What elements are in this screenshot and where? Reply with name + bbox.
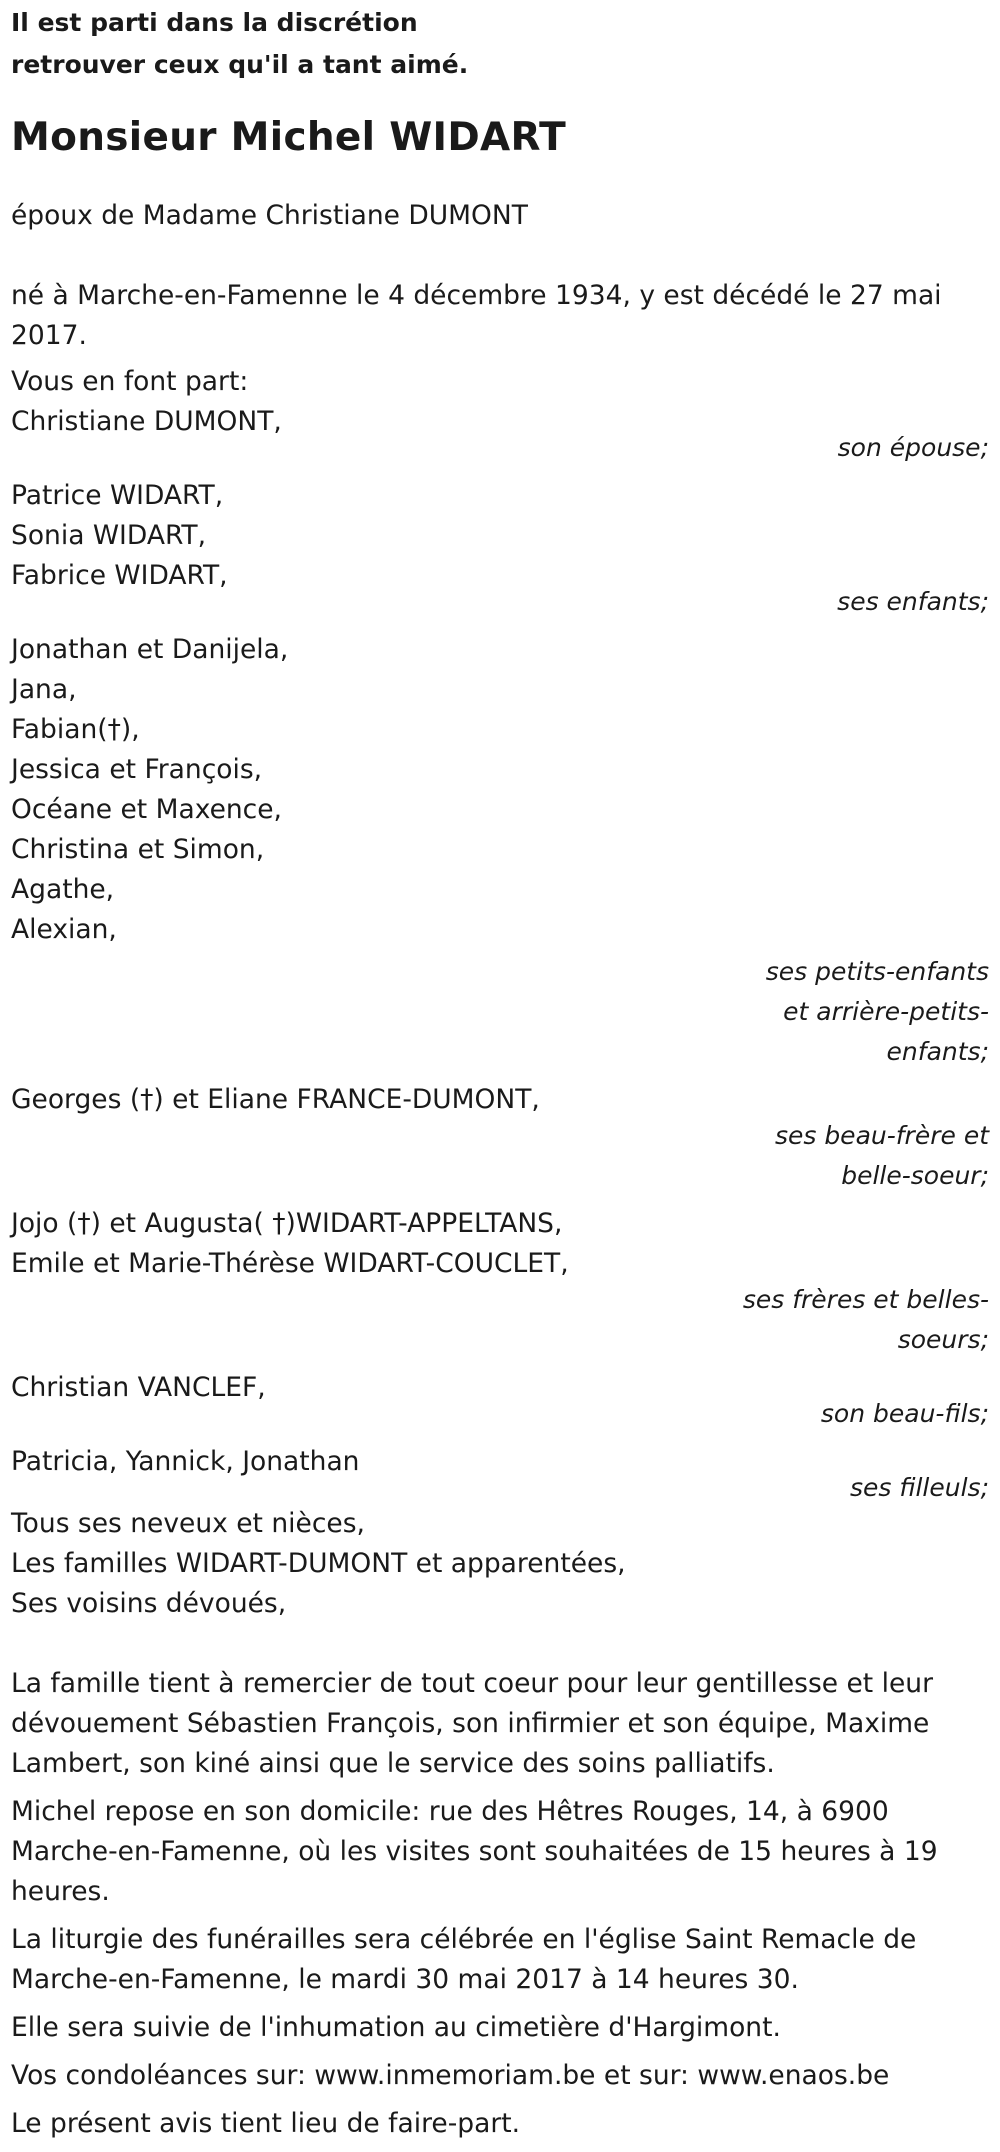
- notice-body: [11, 1664, 989, 2144]
- family-group-siblings: [11, 1204, 989, 1360]
- epigraph-line-2: retrouver ceux qu'il a tant aimé.: [11, 50, 469, 79]
- family-group-in-laws: [11, 1080, 989, 1196]
- other-mourner: Ses voisins dévoués,: [11, 1588, 287, 1619]
- family-name: Jessica et François,: [11, 754, 263, 785]
- family-group-godchildren: [11, 1442, 989, 1508]
- family-group-children: [11, 476, 989, 622]
- family-name: Christina et Simon,: [11, 834, 265, 865]
- family-name: Patricia, Yannick, Jonathan: [11, 1446, 360, 1477]
- family-name: Christian VANCLEF,: [11, 1372, 266, 1403]
- family-name: Océane et Maxence,: [11, 794, 282, 825]
- family-group-son-in-law: [11, 1368, 989, 1434]
- thanks-paragraph: La famille tient à remercier de tout coeur pour leur gentillesse et leur dévouement Sébastien François, son infirmier et son équipe, Maxime Lambert, son kiné ainsi que le service des soins palliatifs.: [11, 1668, 933, 1779]
- family-name: Emile et Marie-Thérèse WIDART-COUCLET,: [11, 1248, 569, 1279]
- deceased-name: Monsieur Michel WIDART: [11, 115, 566, 160]
- family-name: Christiane DUMONT,: [11, 406, 282, 437]
- funeral-paragraph: La liturgie des funérailles sera célébrée en l'église Saint Remacle de Marche-en-Famenne, le mardi 30 mai 2017 à 14 heures 30.: [11, 1924, 917, 1995]
- epigraph-line-1: Il est parti dans la discrétion: [11, 8, 418, 37]
- family-name: Agathe,: [11, 874, 115, 905]
- relation-label: ses petits-enfants et arrière-petits-enfants;: [765, 957, 989, 1066]
- burial-paragraph: Elle sera suivie de l'inhumation au cimetière d'Hargimont.: [11, 2012, 781, 2043]
- family-group-spouse: [11, 402, 989, 468]
- epigraph: [11, 2, 989, 86]
- other-mourners: [11, 1504, 989, 1624]
- other-mourner: Les familles WIDART-DUMONT et apparentées,: [11, 1548, 626, 1579]
- family-name: Jana,: [11, 674, 77, 705]
- spouse-line: époux de Madame Christiane DUMONT: [11, 200, 528, 231]
- visitation-paragraph: Michel repose en son domicile: rue des Hêtres Rouges, 14, à 6900 Marche-en-Famenne, où les visites sont souhaitées de 15 heures à 19 heures.: [11, 1796, 938, 1907]
- family-name: Jojo (†) et Augusta( †)WIDART-APPELTANS,: [11, 1208, 563, 1239]
- relation-label: son épouse;: [837, 433, 989, 462]
- family-name: Georges (†) et Eliane FRANCE-DUMONT,: [11, 1084, 540, 1115]
- family-group-grandchildren: [11, 630, 989, 1072]
- condolences-paragraph: Vos condoléances sur: www.inmemoriam.be et sur: www.enaos.be: [11, 2060, 890, 2091]
- relation-label: ses beau-frère et belle-soeur;: [774, 1121, 989, 1190]
- obituary-notice: [11, 0, 989, 2152]
- family-name: Sonia WIDART,: [11, 520, 207, 551]
- family-name: Fabrice WIDART,: [11, 560, 228, 591]
- relation-label: ses frères et belles-soeurs;: [742, 1285, 989, 1354]
- relation-label: ses enfants;: [837, 587, 989, 616]
- relation-label: ses filleuls;: [849, 1473, 989, 1502]
- closing-paragraph: Le présent avis tient lieu de faire-part.: [11, 2108, 521, 2139]
- relation-label: son beau-fils;: [820, 1399, 989, 1428]
- family-name: Patrice WIDART,: [11, 480, 224, 511]
- announcement-intro: Vous en font part:: [11, 366, 249, 397]
- family-name: Jonathan et Danijela,: [11, 634, 289, 665]
- family-name: Fabian(†),: [11, 714, 140, 745]
- family-name: Alexian,: [11, 914, 117, 945]
- birth-death-line: né à Marche-en-Famenne le 4 décembre 1934, y est décédé le 27 mai 2017.: [11, 280, 942, 351]
- other-mourner: Tous ses neveux et nièces,: [11, 1508, 365, 1539]
